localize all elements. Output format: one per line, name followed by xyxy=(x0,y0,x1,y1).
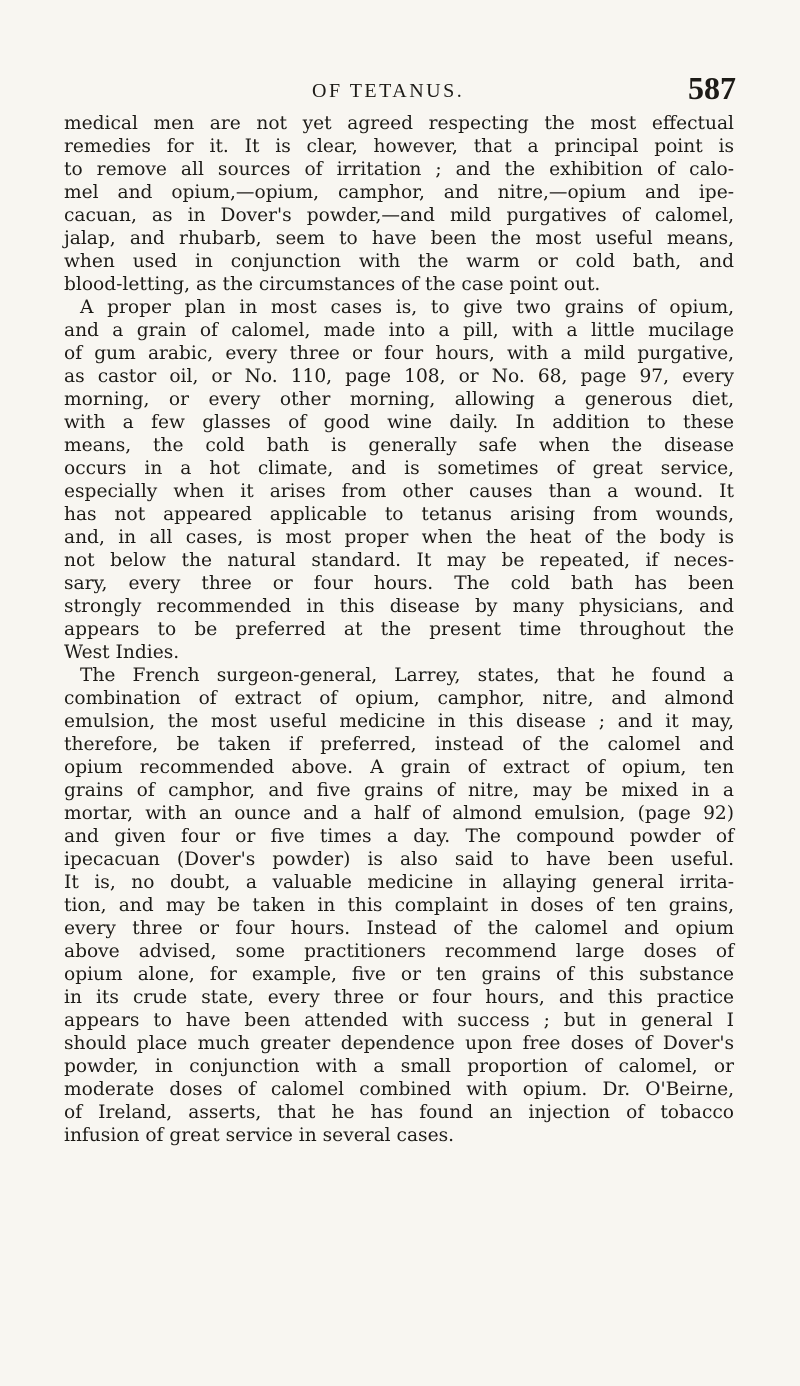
paragraph xyxy=(64,112,734,296)
text-line: infusion of great service in several cases. xyxy=(64,1125,455,1146)
text-line: remedies for it. It is clear, however, that a principal point is xyxy=(64,136,734,157)
text-line: of Ireland, asserts, that he has found an injection of tobacco xyxy=(64,1102,734,1123)
text-line: every three or four hours. Instead of the calomel and opium xyxy=(64,918,734,939)
text-line: A proper plan in most cases is, to give two grains of opium, xyxy=(80,297,734,318)
text-line: especially when it arises from other causes than a wound. It xyxy=(64,481,734,502)
text-line: occurs in a hot climate, and is sometimes of great service, xyxy=(64,458,734,479)
text-line: of gum arabic, every three or four hours, with a mild purgative, xyxy=(64,343,734,364)
paragraph xyxy=(64,664,734,1147)
text-line: It is, no doubt, a valuable medicine in allaying general irrita- xyxy=(64,872,734,893)
text-line: jalap, and rhubarb, seem to have been the most useful means, xyxy=(64,228,734,249)
text-line: not below the natural standard. It may be repeated, if neces- xyxy=(64,550,734,571)
text-line: to remove all sources of irritation ; and the exhibition of calo- xyxy=(64,159,734,180)
text-line: above advised, some practitioners recommend large doses of xyxy=(64,941,734,962)
text-line: grains of camphor, and five grains of nitre, may be mixed in a xyxy=(64,780,734,801)
text-line: means, the cold bath is generally safe when the disease xyxy=(64,435,734,456)
text-line: therefore, be taken if preferred, instead of the calomel and xyxy=(64,734,734,755)
running-head: OF TETANUS. xyxy=(312,80,465,102)
text-line: opium recommended above. A grain of extract of opium, ten xyxy=(64,757,734,778)
text-line: cacuan, as in Dover's powder,—and mild purgatives of calomel, xyxy=(64,205,734,226)
text-line: powder, in conjunction with a small proportion of calomel, or xyxy=(64,1056,734,1077)
text-line: mortar, with an ounce and a half of almond emulsion, (page 92) xyxy=(64,803,734,824)
text-line: ipecacuan (Dover's powder) is also said to have been useful. xyxy=(64,849,734,870)
text-line: appears to be preferred at the present time throughout the xyxy=(64,619,734,640)
paragraph xyxy=(64,296,734,664)
text-line: when used in conjunction with the warm or cold bath, and xyxy=(64,251,734,272)
text-line: in its crude state, every three or four hours, and this practice xyxy=(64,987,734,1008)
text-line: mel and opium,—opium, camphor, and nitre,—opium and ipe- xyxy=(64,182,734,203)
text-line: and a grain of calomel, made into a pill, with a little mucilage xyxy=(64,320,734,341)
text-line: as castor oil, or No. 110, page 108, or No. 68, page 97, every xyxy=(64,366,734,387)
text-line: opium alone, for example, five or ten grains of this substance xyxy=(64,964,734,985)
text-line: West Indies. xyxy=(64,642,180,663)
text-line: strongly recommended in this disease by many physicians, and xyxy=(64,596,734,617)
text-line: blood-letting, as the circumstances of the case point out. xyxy=(64,274,601,295)
text-line: and, in all cases, is most proper when the heat of the body is xyxy=(64,527,734,548)
text-line: sary, every three or four hours. The cold bath has been xyxy=(64,573,734,594)
text-line: moderate doses of calomel combined with opium. Dr. O'Beirne, xyxy=(64,1079,734,1100)
text-line: appears to have been attended with success ; but in general I xyxy=(64,1010,734,1031)
text-line: combination of extract of opium, camphor, nitre, and almond xyxy=(64,688,734,709)
text-line: morning, or every other morning, allowing a generous diet, xyxy=(64,389,734,410)
text-line: tion, and may be taken in this complaint in doses of ten grains, xyxy=(64,895,734,916)
page-number: 587 xyxy=(688,70,736,106)
text-line: emulsion, the most useful medicine in this disease ; and it may, xyxy=(64,711,734,732)
text-line: The French surgeon-general, Larrey, states, that he found a xyxy=(80,665,734,686)
text-line: should place much greater dependence upon free doses of Dover's xyxy=(64,1033,734,1054)
text-line: with a few glasses of good wine daily. In addition to these xyxy=(64,412,734,433)
text-line: medical men are not yet agreed respecting the most effectual xyxy=(64,113,734,134)
text-line: has not appeared applicable to tetanus arising from wounds, xyxy=(64,504,734,525)
text-line: and given four or five times a day. The compound powder of xyxy=(64,826,734,847)
body-text xyxy=(64,112,734,1147)
